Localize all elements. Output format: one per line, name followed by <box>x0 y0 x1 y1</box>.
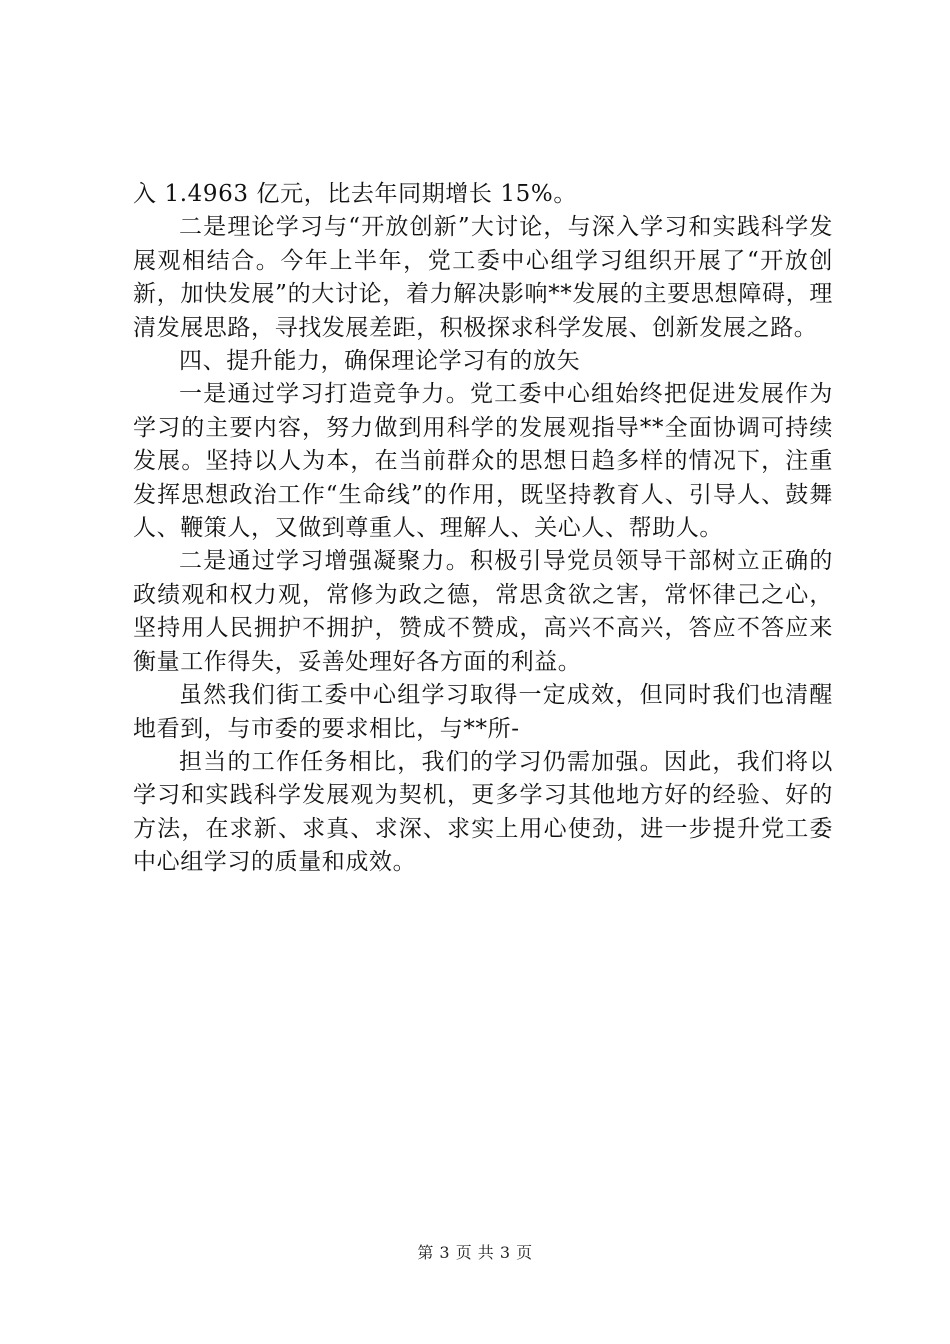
paragraph-competitiveness: 一是通过学习打造竞争力。党工委中心组始终把促进发展作为学习的主要内容，努力做到用科学的发展观指导**全面协调可持续发展。坚持以人为本，在当前群众的思想日趋多样的情况下，注重发挥思想政治工作“生命线”的作用，既坚持教育人、引导人、鼓舞人、鞭策人，又做到尊重人、理解人、关心人、帮助人。 <box>133 381 833 542</box>
paragraph-conclusion: 担当的工作任务相比，我们的学习仍需加强。因此，我们将以学习和实践科学发展观为契机，更多学习其他地方好的经验、好的方法，在求新、求真、求深、求实上用心使劲，进一步提升党工委中心组学习的质量和成效。 <box>133 748 833 876</box>
paragraph-theory-study-discussion: 二是理论学习与“开放创新”大讨论，与深入学习和实践科学发展观相结合。今年上半年，党工委中心组学习组织开展了“开放创新，加快发展”的大讨论，着力解决影响**发展的主要思想障碍，理清发展思路，寻找发展差距，积极探求科学发展、创新发展之路。 <box>133 214 833 341</box>
section-heading-four: 四、提升能力，确保理论学习有的放矢 <box>179 348 581 375</box>
page-number-footer: 第 3 页 共 3 页 <box>417 1243 533 1262</box>
paragraph-shortcomings: 虽然我们街工委中心组学习取得一定成效，但同时我们也清醒地看到，与市委的要求相比，与**所- <box>133 682 833 742</box>
document-body <box>133 178 833 880</box>
paragraph-cohesion: 二是通过学习增强凝聚力。积极引导党员领导干部树立正确的政绩观和权力观，常修为政之德，常思贪欲之害，常怀律己之心，坚持用人民拥护不拥护，赞成不赞成，高兴不高兴，答应不答应来衡量工作得失，妥善处理好各方面的利益。 <box>133 548 833 675</box>
paragraph-continuation: 入 1.4963 亿元，比去年同期增长 15%。 <box>133 181 577 207</box>
